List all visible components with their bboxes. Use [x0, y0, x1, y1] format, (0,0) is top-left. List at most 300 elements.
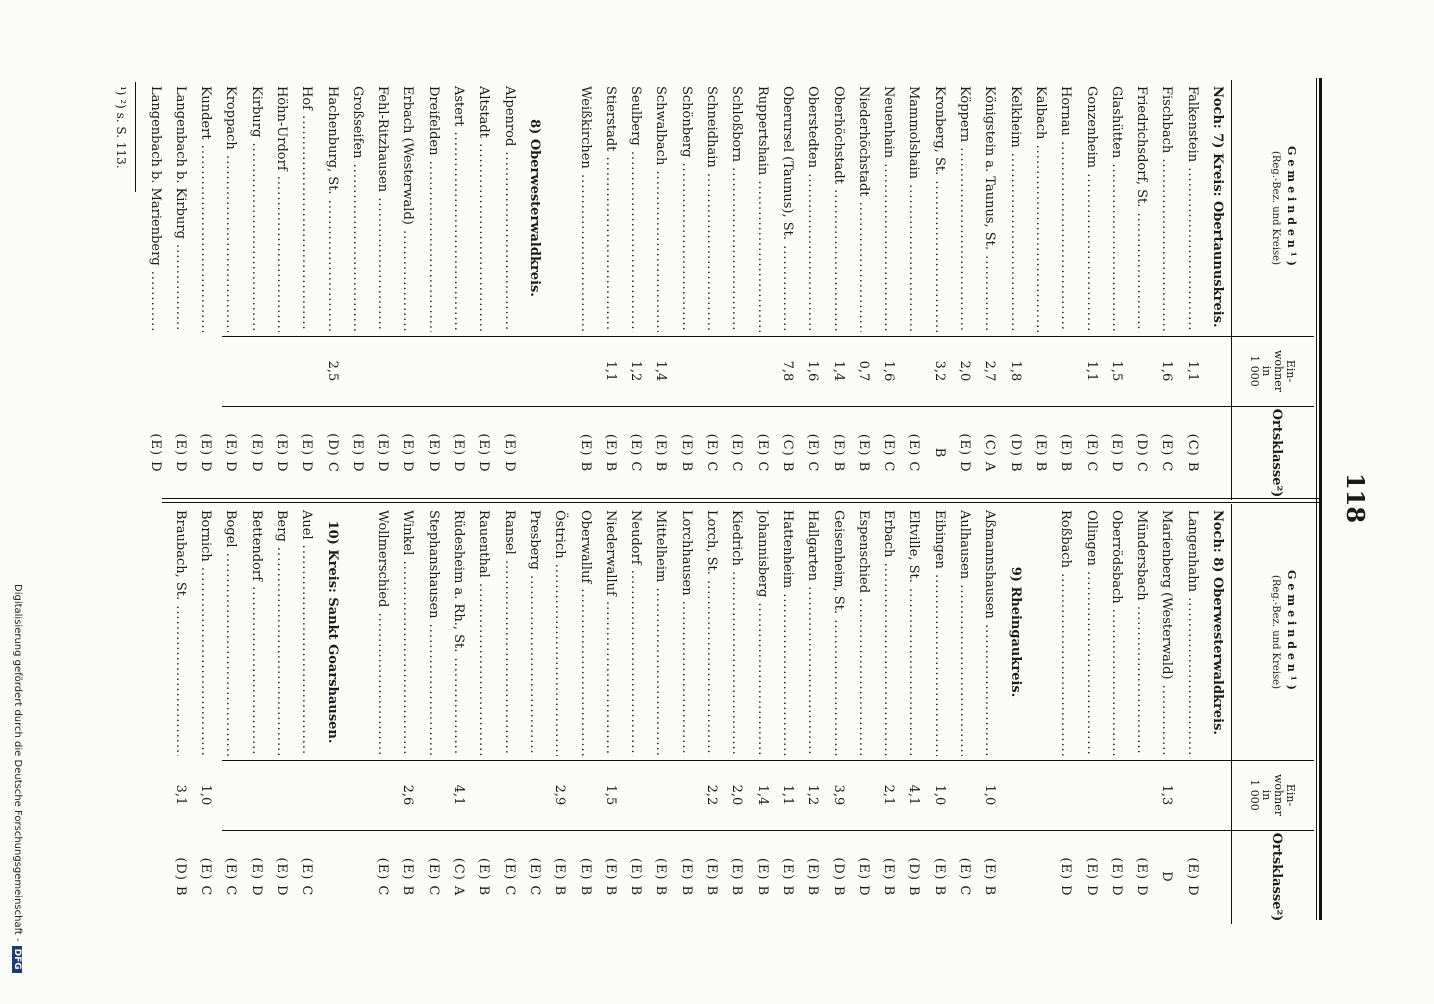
footnote: ¹) ²) s. S. 113. [114, 86, 128, 169]
ortsklasse-value: (E) B [653, 433, 669, 473]
einwohner-value: 1,1 [1184, 360, 1200, 382]
ortsklasse-value: B [931, 447, 947, 459]
gemeinde-name: Großseifen ..... [345, 86, 370, 332]
table-row [1205, 80, 1230, 500]
ortsklasse-value: (E) D [1108, 433, 1124, 473]
table-row [319, 504, 344, 924]
table-row [1179, 504, 1204, 924]
table-row [1104, 504, 1129, 924]
ortsklasse-value: (E) B [628, 857, 644, 897]
table-row [496, 504, 521, 924]
table-row [623, 80, 648, 500]
gemeinde-name: Friedrichsdorf, St. ..... [1129, 86, 1154, 332]
table-row [901, 504, 926, 924]
einwohner-value: 7,8 [779, 360, 795, 382]
gemeinde-name: Hattenheim ..... [775, 510, 800, 756]
ortsklasse-value: (E) D [147, 433, 163, 473]
gemeinde-name: Johannisberg ..... [749, 510, 774, 756]
ortsklasse-value: (E) B [1032, 433, 1048, 473]
ortsklasse-value: (E) C [957, 857, 973, 897]
ortsklasse-value: (E) B [1058, 433, 1074, 473]
einwohner-value: 2,7 [982, 360, 998, 382]
gemeinde-name: Aulhausen ..... [952, 510, 977, 756]
table-row [724, 80, 749, 500]
gemeinde-name: Weißkirchen ..... [572, 86, 597, 332]
gemeinde-name: Lorchhausen ..... [673, 510, 698, 756]
ortsklasse-value: (E) B [729, 857, 745, 897]
ortsklasse-value: (E) B [830, 433, 846, 473]
table-row [926, 504, 951, 924]
table-row [673, 80, 698, 500]
table-row [294, 504, 319, 924]
ortsklasse-value: (C) B [1184, 433, 1200, 473]
einwohner-value: 1,2 [805, 784, 821, 806]
gemeinde-name: Berg ..... [269, 510, 294, 756]
table-row [977, 504, 1002, 924]
ortsklasse-value: (E) D [274, 857, 290, 897]
ortsklasse-value: (E) B [704, 857, 720, 897]
ortsklasse-value: (D) C [1134, 433, 1150, 473]
table-row [749, 80, 774, 500]
ortsklasse-value: (E) B [577, 857, 593, 897]
gemeinde-name: Schönberg ..... [673, 86, 698, 332]
ortsklasse-value: (E) C [1159, 433, 1175, 473]
table-row [598, 80, 623, 500]
ortsklasse-value: (E) B [678, 857, 694, 897]
table-row [1179, 80, 1204, 500]
table-row [1078, 504, 1103, 924]
gemeinde-name: Winkel ..... [395, 510, 420, 756]
gemeinde-name: Rauenthal ..... [471, 510, 496, 756]
ortsklasse-value: (E) C [628, 433, 644, 473]
header-einwohner [1232, 336, 1314, 407]
table-row [243, 80, 268, 500]
gemeinde-name: Aßmannshausen ..... [977, 510, 1002, 756]
header-ortsklasse-text: Ortsklasse²) [1269, 408, 1284, 498]
ortsklasse-value: (D) B [830, 857, 846, 897]
table-row [1002, 80, 1027, 500]
ortsklasse-value: (E) B [400, 857, 416, 897]
einwohner-value: 1,5 [602, 784, 618, 806]
gemeinde-name: Hallgarten ..... [800, 510, 825, 756]
table-row [395, 504, 420, 924]
table-row [370, 80, 395, 500]
ortsklasse-value: (E) D [1134, 857, 1150, 897]
table-row [193, 80, 218, 500]
ortsklasse-value: (E) D [425, 433, 441, 473]
gemeinde-name: Bornich ..... [193, 510, 218, 756]
table-row [1129, 80, 1154, 500]
ortsklasse-value: (E) D [855, 857, 871, 897]
einwohner-value: 2,9 [552, 784, 568, 806]
ortsklasse-value: (E) D [349, 433, 365, 473]
gemeinde-name: Eltville, St. ..... [901, 510, 926, 756]
gemeinde-name: Glashütten ..... [1104, 86, 1129, 332]
einwohner-value: 1,2 [628, 360, 644, 382]
ortsklasse-value: (E) C [526, 857, 542, 897]
table-row [142, 80, 167, 500]
ortsklasse-value: (D) B [1007, 433, 1023, 473]
table-row [623, 504, 648, 924]
ortsklasse-value: (C) A [451, 857, 467, 897]
header-gemeinden-title: Gemeinden¹) [1285, 146, 1298, 270]
table-row [572, 504, 597, 924]
gemeinde-name: Köppern ..... [952, 86, 977, 332]
ortsklasse-value: (E) B [881, 857, 897, 897]
header-einwohner-text: Ein- wohner in 1 000 [1248, 350, 1297, 392]
right-table [172, 504, 1314, 924]
gemeinde-name: Fischbach ..... [1154, 86, 1179, 332]
ortsklasse-value: (E) C [729, 433, 745, 473]
footnote-rule [135, 82, 136, 192]
gemeinde-name: 9) Rheingaukreis. [1007, 566, 1023, 698]
ortsklasse-value: (E) D [172, 433, 188, 473]
ortsklasse-value: (E) B [552, 857, 568, 897]
table-row [825, 504, 850, 924]
table-row [800, 80, 825, 500]
ortsklasse-value: (E) B [602, 857, 618, 897]
einwohner-value: 1,1 [779, 784, 795, 806]
table-row [851, 504, 876, 924]
gemeinde-name: Noch: 7) Kreis: Obertaunuskreis. [1210, 86, 1225, 328]
table-row [775, 80, 800, 500]
gemeinde-name: Falkenstein ..... [1179, 86, 1204, 332]
header-ortsklasse [1232, 830, 1314, 924]
ortsklasse-value: (E) B [805, 857, 821, 897]
table-row [1053, 80, 1078, 500]
table-row [1154, 504, 1179, 924]
table-row [598, 504, 623, 924]
gemeinde-name: Niederwalluf ..... [598, 510, 623, 756]
gemeinde-name: Niederhöchstadt ..... [851, 86, 876, 332]
table-row [446, 504, 471, 924]
top-rule-thin [1316, 78, 1317, 920]
ortsklasse-value: (E) B [653, 857, 669, 897]
ortsklasse-value: (E) D [375, 433, 391, 473]
ortsklasse-value: (E) D [248, 433, 264, 473]
gemeinde-name: Roßbach ..... [1053, 510, 1078, 756]
table-row [724, 504, 749, 924]
gemeinde-name: Ruppertshain ..... [749, 86, 774, 332]
ortsklasse-value: (E) D [1184, 857, 1200, 897]
right-rows [168, 504, 1230, 924]
ortsklasse-value: (D) B [906, 857, 922, 897]
ortsklasse-value: (E) C [805, 433, 821, 473]
table-row [370, 504, 395, 924]
gemeinde-name: Neudorf ..... [623, 510, 648, 756]
einwohner-value: 4,1 [451, 784, 467, 806]
gemeinde-name: Kronberg, St. ..... [926, 86, 951, 332]
gemeinde-name: Hof ..... [294, 86, 319, 332]
ortsklasse-value: (E) D [299, 433, 315, 473]
gemeinde-name: Alpenrod ..... [496, 86, 521, 332]
digitization-notice [5, 584, 23, 1004]
gemeinde-name: Espenschied ..... [851, 510, 876, 756]
gemeinde-name: Hornau ..... [1053, 86, 1078, 332]
left-rows [142, 80, 1230, 500]
gemeinde-name: Bettendorf ..... [243, 510, 268, 756]
digitization-text: Digitalisierung gefördert durch die Deutsche Forschungsgemeinschaft - [12, 584, 23, 942]
gemeinde-name: Erbach ..... [876, 510, 901, 756]
top-rule [1319, 78, 1322, 920]
gemeinde-name: Ollingen ..... [1078, 510, 1103, 756]
table-row [1053, 504, 1078, 924]
ortsklasse-value: (E) D [1083, 857, 1099, 897]
gemeinde-name: Gonzenheim ..... [1078, 86, 1103, 332]
table-header [1231, 504, 1314, 924]
table-row [168, 504, 193, 924]
table-row [952, 80, 977, 500]
einwohner-value: 2,0 [957, 360, 973, 382]
table-row [901, 80, 926, 500]
table-row [243, 504, 268, 924]
gemeinde-name: Kroppach ..... [218, 86, 243, 332]
gemeinde-name: Höhn-Urdorf ..... [269, 86, 294, 332]
ortsklasse-value: D [1159, 871, 1175, 883]
table-row [269, 80, 294, 500]
table-row [345, 80, 370, 500]
einwohner-value: 2,5 [324, 360, 340, 382]
einwohner-value: 2,1 [881, 784, 897, 806]
ortsklasse-value: (E) D [957, 433, 973, 473]
gemeinde-name: Langenbach b. Marienberg ..... [142, 86, 167, 332]
einwohner-value: 1,4 [653, 360, 669, 382]
table-row [345, 504, 370, 924]
gemeinde-name: Seulberg ..... [623, 86, 648, 332]
table-row [648, 80, 673, 500]
ortsklasse-value: (E) B [602, 433, 618, 473]
ortsklasse-value: (E) C [704, 433, 720, 473]
ortsklasse-value: (E) B [855, 433, 871, 473]
gemeinde-name: Geisenheim, St. ..... [825, 510, 850, 756]
ortsklasse-value: (E) C [881, 433, 897, 473]
header-einwohner-text: Ein- wohner in 1 000 [1248, 774, 1297, 816]
table-row [572, 80, 597, 500]
gemeinde-name: Mittelheim ..... [648, 510, 673, 756]
ortsklasse-value: (E) C [198, 857, 214, 897]
ortsklasse-value: (C) A [982, 433, 998, 473]
gemeinde-name: Mammolshain ..... [901, 86, 926, 332]
gemeinde-name: 10) Kreis: Sankt Goarshausen. [324, 520, 340, 744]
table-row [446, 80, 471, 500]
table-row [1205, 504, 1230, 924]
table-row [421, 504, 446, 924]
gemeinde-name: Marienberg (Westerwald) ..... [1154, 510, 1179, 756]
gemeinde-name: Oberrödsbach ..... [1104, 510, 1129, 756]
einwohner-value: 4,1 [906, 784, 922, 806]
ortsklasse-value: (E) B [476, 857, 492, 897]
einwohner-value: 1,0 [931, 784, 947, 806]
gemeinde-name: Fehl-Ritzhausen ..... [370, 86, 395, 332]
table-row [294, 80, 319, 500]
gemeinde-name: Bogel ..... [218, 510, 243, 756]
gemeinde-name: Oberursel (Taunus), St. ..... [775, 86, 800, 332]
gemeinde-name: Kalbach ..... [1028, 86, 1053, 332]
gemeinde-name: Hachenburg, St. ..... [319, 86, 344, 332]
table-row [749, 504, 774, 924]
gemeinde-name: Schneidhain ..... [699, 86, 724, 332]
ortsklasse-value: (E) D [248, 857, 264, 897]
einwohner-value: 1,1 [602, 360, 618, 382]
ortsklasse-value: (E) B [577, 433, 593, 473]
header-ortsklasse-text: Ortsklasse²) [1269, 832, 1284, 922]
einwohner-value: 1,6 [881, 360, 897, 382]
gemeinde-name: Wollmerschied ..... [370, 510, 395, 756]
ortsklasse-value: (E) C [1083, 433, 1099, 473]
gemeinde-name: Erbach (Westerwald) ..... [395, 86, 420, 332]
gemeinde-name: Stephanshausen ..... [421, 510, 446, 756]
gemeinde-name: Dreifelden ..... [421, 86, 446, 332]
table-row [522, 80, 547, 500]
table-row [926, 80, 951, 500]
ortsklasse-value: (E) D [274, 433, 290, 473]
table-row [1078, 80, 1103, 500]
einwohner-value: 1,6 [1159, 360, 1175, 382]
header-einwohner [1232, 760, 1314, 831]
gemeinde-name: Neuenhain ..... [876, 86, 901, 332]
table-row [1028, 80, 1053, 500]
ortsklasse-value: (E) B [779, 857, 795, 897]
einwohner-value: 1,6 [805, 360, 821, 382]
ortsklasse-value: (E) C [754, 433, 770, 473]
ortsklasse-value: (E) D [476, 433, 492, 473]
table-row [1002, 504, 1027, 924]
gemeinde-name: Mündersbach ..... [1129, 510, 1154, 756]
einwohner-value: 2,6 [400, 784, 416, 806]
gemeinde-name: Noch: 8) Oberwesterwaldkreis. [1210, 510, 1225, 735]
gemeinde-name: Oberstedten ..... [800, 86, 825, 332]
table-row [269, 504, 294, 924]
gemeinde-name: Braubach, St. ..... [168, 510, 193, 756]
header-gemeinden-sub: (Reg.-Bez. und Kreise) [1270, 575, 1281, 689]
gemeinde-name: Schwalbach ..... [648, 86, 673, 332]
table-row [1028, 504, 1053, 924]
table-row [876, 80, 901, 500]
header-gemeinden-sub: (Reg.-Bez. und Kreise) [1270, 151, 1281, 265]
gemeinde-name: 8) Oberwesterwaldkreis. [526, 119, 542, 297]
table-row [547, 504, 572, 924]
ortsklasse-value: (E) B [754, 857, 770, 897]
einwohner-value: 0,7 [855, 360, 871, 382]
gemeinde-name: Langenhahn ..... [1179, 510, 1204, 756]
table-row [218, 80, 243, 500]
ortsklasse-value: (E) B [931, 857, 947, 897]
ortsklasse-value: (E) C [223, 857, 239, 897]
gemeinde-name: Astert ..... [446, 86, 471, 332]
gemeinde-name: Stierstadt ..... [598, 86, 623, 332]
einwohner-value: 1,0 [982, 784, 998, 806]
table-row [699, 504, 724, 924]
gemeinde-name: Östrich ..... [547, 510, 572, 756]
ortsklasse-value: (E) C [375, 857, 391, 897]
header-gemeinden [1232, 80, 1314, 337]
table-row [952, 504, 977, 924]
einwohner-value: 1,5 [1108, 360, 1124, 382]
table-row [800, 504, 825, 924]
gemeinde-name: Oberwalluf ..... [572, 510, 597, 756]
table-row [977, 80, 1002, 500]
table-row [218, 504, 243, 924]
einwohner-value: 1,1 [1083, 360, 1099, 382]
ortsklasse-value: (D) B [172, 857, 188, 897]
table-row [496, 80, 521, 500]
gemeinde-name: Langenbach b. Kirburg ..... [168, 86, 193, 332]
gemeinde-name: Königstein a. Taunus, St. ..... [977, 86, 1002, 332]
ortsklasse-value: (E) D [1058, 857, 1074, 897]
einwohner-value: 3,9 [830, 784, 846, 806]
gemeinde-name: Lorch, St. ..... [699, 510, 724, 756]
gemeinde-name: Ransel ..... [496, 510, 521, 756]
table-row [851, 80, 876, 500]
header-gemeinden-title: Gemeinden¹) [1285, 570, 1298, 694]
gemeinde-name: Schloßborn ..... [724, 86, 749, 332]
ortsklasse-value: (E) D [198, 433, 214, 473]
ortsklasse-value: (C) B [779, 433, 795, 473]
ortsklasse-value: (E) D [501, 433, 517, 473]
table-row [168, 80, 193, 500]
gemeinde-name: Kirburg ..... [243, 86, 268, 332]
ortsklasse-value: (E) D [223, 433, 239, 473]
ortsklasse-value: (E) C [906, 433, 922, 473]
ortsklasse-value: (D) C [324, 433, 340, 473]
einwohner-value: 1,3 [1159, 784, 1175, 806]
page-number: 118 [1341, 472, 1370, 524]
table-row [825, 80, 850, 500]
table-row [471, 80, 496, 500]
gemeinde-name: Rüdesheim a. Rh., St. ..... [446, 510, 471, 756]
table-header [1231, 80, 1314, 500]
einwohner-value: 3,1 [172, 784, 188, 806]
gemeinde-name: Kelkheim ..... [1002, 86, 1027, 332]
table-row [876, 504, 901, 924]
gemeinde-name: Kundert ..... [193, 86, 218, 332]
table-row [1104, 80, 1129, 500]
header-ortsklasse [1232, 406, 1314, 500]
gemeinde-name: Altstadt ..... [471, 86, 496, 332]
einwohner-value: 1,8 [1007, 360, 1023, 382]
gemeinde-name: Oberhöchstadt ..... [825, 86, 850, 332]
table-row [673, 504, 698, 924]
table-row [699, 80, 724, 500]
einwohner-value: 1,4 [754, 784, 770, 806]
table-row [1129, 504, 1154, 924]
table-row [319, 80, 344, 500]
left-table [147, 80, 1314, 500]
ortsklasse-value: (E) C [299, 857, 315, 897]
table-row [775, 504, 800, 924]
table-row [1154, 80, 1179, 500]
einwohner-value: 2,0 [729, 784, 745, 806]
table-row [395, 80, 420, 500]
table-row [471, 504, 496, 924]
header-gemeinden [1232, 504, 1314, 761]
table-row [522, 504, 547, 924]
einwohner-value: 1,4 [830, 360, 846, 382]
ortsklasse-value: (E) D [1108, 857, 1124, 897]
dfg-logo: DFG [12, 946, 22, 973]
ortsklasse-value: (E) B [982, 857, 998, 897]
einwohner-value: 2,2 [704, 784, 720, 806]
column-divider-2 [162, 502, 1322, 503]
gemeinde-name: Eibingen ..... [926, 510, 951, 756]
gemeinde-name: Presberg ..... [522, 510, 547, 756]
table-row [648, 504, 673, 924]
gemeinde-name: Auel ..... [294, 510, 319, 756]
ortsklasse-value: (E) D [451, 433, 467, 473]
table-row [193, 504, 218, 924]
einwohner-value: 3,2 [931, 360, 947, 382]
ortsklasse-value: (E) C [425, 857, 441, 897]
